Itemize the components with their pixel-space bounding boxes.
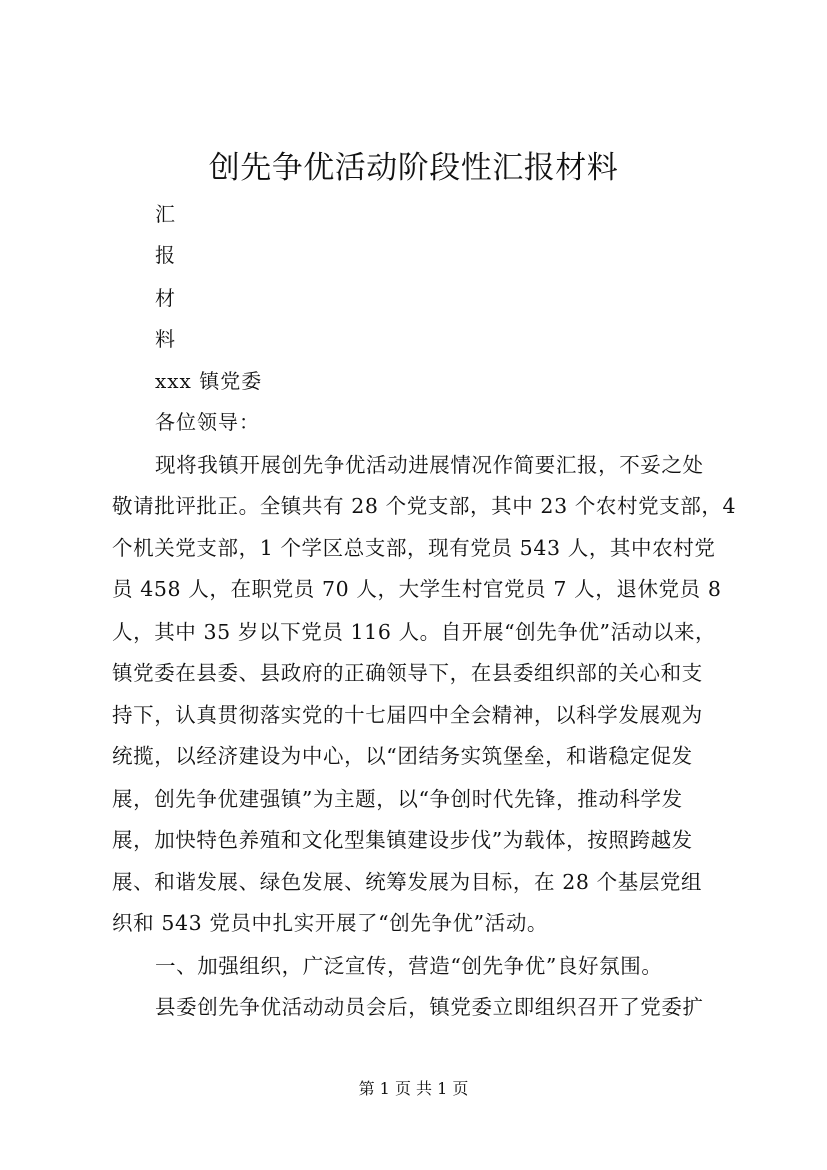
body-line: 持下，认真贯彻落实党的十七届四中全会精神，以科学发展观为 bbox=[112, 703, 703, 727]
body-line: 人，其中 35 岁以下党员 116 人。自开展“创先争优”活动以来， bbox=[112, 620, 717, 644]
body-line: 展，加快特色养殖和文化型集镇建设步伐”为载体，按照跨越发 bbox=[112, 828, 693, 852]
heading-char-1: 汇 bbox=[155, 202, 176, 226]
body-line: 展，创先争优建强镇”为主题，以“争创时代先锋，推动科学发 bbox=[112, 787, 683, 811]
body-line: 县委创先争优活动动员会后，镇党委立即组织召开了党委扩 bbox=[155, 995, 704, 1019]
body-line: 员 458 人，在职党员 70 人，大学生村官党员 7 人，退休党员 8 bbox=[112, 577, 722, 601]
body-line: 镇党委在县委、县政府的正确领导下，在县委组织部的关心和支 bbox=[112, 661, 703, 685]
body-line: 敬请批评批正。全镇共有 28 个党支部，其中 23 个农村党支部，4 bbox=[112, 494, 737, 518]
document-title: 创先争优活动阶段性汇报材料 bbox=[208, 150, 619, 186]
body-line: 现将我镇开展创先争优活动进展情况作简要汇报，不妥之处 bbox=[155, 453, 704, 477]
body-line: 织和 543 党员中扎实开展了“创先争优”活动。 bbox=[112, 911, 549, 935]
body-line: 个机关党支部，1 个学区总支部，现有党员 543 人，其中农村党 bbox=[112, 536, 716, 560]
heading-char-4: 料 bbox=[155, 327, 176, 351]
heading-char-3: 材 bbox=[155, 286, 176, 310]
page-footer: 第 1 页 共 1 页 bbox=[358, 1079, 469, 1098]
body-line: 展、和谐发展、绿色发展、统筹发展为目标，在 28 个基层党组 bbox=[112, 870, 703, 894]
salutation-line: 各位领导： bbox=[155, 410, 260, 434]
section-heading: 一、加强组织，广泛宣传，营造“创先争优”良好氛围。 bbox=[155, 954, 663, 978]
heading-char-2: 报 bbox=[155, 243, 176, 267]
issuer-line: xxx 镇党委 bbox=[155, 369, 263, 393]
body-line: 统揽，以经济建设为中心，以“团结务实筑堡垒，和谐稳定促发 bbox=[112, 744, 693, 768]
